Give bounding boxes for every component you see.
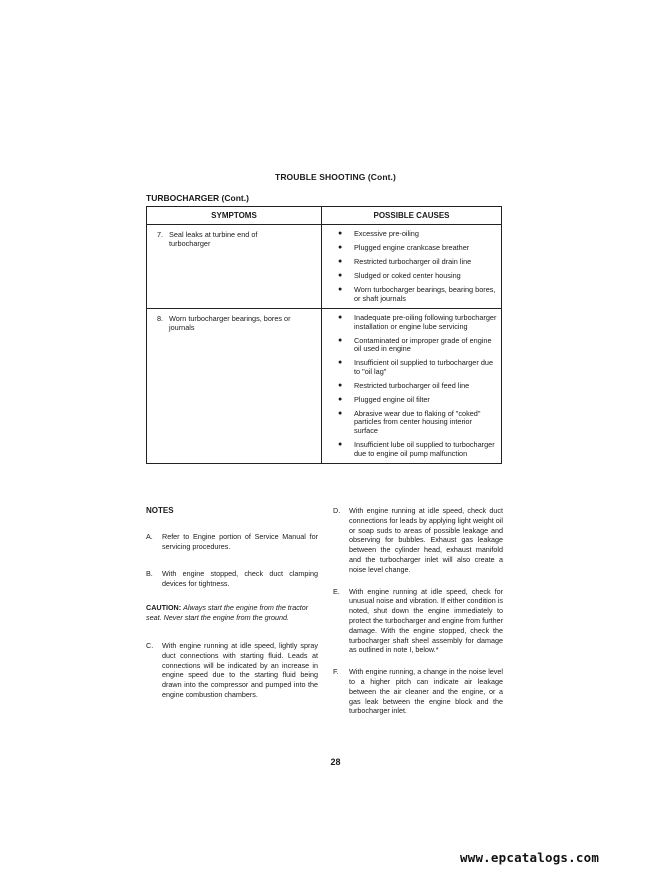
- cause-text: Plugged engine crankcase breather: [354, 242, 470, 252]
- bullet-icon: ●: [338, 336, 343, 344]
- notes-right-column: [333, 506, 503, 716]
- caution-text: Always start the engine from the tractor seat. Never start the engine from the ground.: [146, 602, 309, 622]
- table-row: [147, 309, 502, 464]
- causes-cell: [322, 225, 502, 309]
- caution-label: CAUTION:: [146, 602, 182, 612]
- list-item: [334, 258, 497, 267]
- notes-left-column: [146, 506, 318, 700]
- note-letter: B.: [146, 569, 153, 579]
- table-row: [147, 225, 502, 309]
- note-item: [333, 506, 503, 575]
- list-item: [334, 396, 497, 405]
- bullet-icon: ●: [338, 257, 343, 265]
- troubleshooting-table: [146, 206, 502, 464]
- note-text: With engine running at idle speed, check duct connections for leads by applying light weight oil or soap suds to areas of possible leakage and observing for bubbles. Exhaust gas leakage between the cylinder head, exhaust manifold and the turbocharger inlet will also create a noise level change.: [349, 506, 503, 574]
- note-letter: F.: [333, 667, 339, 677]
- bullet-icon: ●: [338, 409, 343, 417]
- cause-text: Insufficient lube oil supplied to turbocharger due to engine oil pump malfunction: [354, 440, 495, 458]
- note-letter: C.: [146, 640, 154, 650]
- list-item: [334, 286, 497, 303]
- bullet-icon: ●: [338, 285, 343, 293]
- page-title: TROUBLE SHOOTING (Cont.): [275, 172, 396, 182]
- list-item: [334, 244, 497, 253]
- note-item: [333, 667, 503, 716]
- symptom-text: Worn turbocharger bearings, bores or: [169, 314, 291, 324]
- note-text: With engine stopped, check duct clamping devices for tightness.: [162, 569, 318, 589]
- cause-text: Contaminated or improper grade of engine oil used in engine: [354, 335, 492, 354]
- cause-text: Inadequate pre-oiling following turbocharger installation or engine lube servicing: [354, 313, 497, 331]
- list-item: [334, 314, 497, 331]
- note-letter: A.: [146, 531, 153, 541]
- causes-cell: [322, 309, 502, 464]
- caution-note: [146, 603, 318, 623]
- page-number: 28: [330, 757, 341, 767]
- symptom-number: 8.: [157, 314, 164, 324]
- bullet-icon: ●: [338, 271, 343, 279]
- symptom-text-cont: journals: [169, 323, 195, 333]
- cause-text: Restricted turbocharger oil drain line: [354, 256, 472, 266]
- cause-text: Excessive pre-oiling: [354, 229, 419, 238]
- list-item: [334, 337, 497, 354]
- list-item: [334, 272, 497, 281]
- cause-text: Insufficient oil supplied to turbocharger due to "oil lag": [354, 358, 494, 376]
- note-text: With engine running, a change in the noise level to a higher pitch can indicate air leakage between the air cleaner and the engine, or a gas leak between the engine block and the turbocharger inlet.: [349, 667, 503, 716]
- note-item: [146, 641, 318, 700]
- symptom-cell: [147, 225, 322, 309]
- symptom-number: 7.: [157, 230, 164, 239]
- bullet-icon: ●: [338, 395, 343, 403]
- note-text: Refer to Engine portion of Service Manual for servicing procedures.: [162, 531, 318, 551]
- cause-text: Abrasive wear due to flaking of "coked" particles from center housing interior surface: [354, 408, 481, 436]
- list-item: [334, 410, 497, 436]
- cause-text: Worn turbocharger bearings, bearing bores, or shaft journals: [354, 284, 496, 303]
- note-letter: E.: [333, 586, 340, 596]
- note-text: With engine running at idle speed, check for unusual noise and vibration. If either condition is noted, shut down the engine immediately to protect the turbocharger and engine from further damage. With the engine stopped, check the turbocharger shaft sheel assembly for damage as outlined in note I, below.*: [349, 586, 503, 655]
- list-item: [334, 359, 497, 376]
- note-item: [146, 532, 318, 552]
- note-item: [333, 587, 503, 656]
- symptom-text-cont: turbocharger: [169, 239, 211, 248]
- list-item: [334, 382, 497, 391]
- cause-text: Restricted turbocharger oil feed line: [354, 380, 470, 390]
- section-title: TURBOCHARGER (Cont.): [146, 193, 249, 203]
- symptom-text: Seal leaks at turbine end of: [169, 230, 258, 239]
- bullet-icon: ●: [338, 243, 343, 251]
- list-item: [334, 441, 497, 458]
- notes-heading: NOTES: [146, 506, 174, 515]
- header-symptoms: SYMPTOMS: [147, 207, 322, 225]
- note-item: [146, 569, 318, 589]
- bullet-icon: ●: [338, 381, 343, 389]
- cause-text: Sludged or coked center housing: [354, 270, 461, 280]
- bullet-icon: ●: [338, 230, 343, 237]
- header-possible-causes: POSSIBLE CAUSES: [322, 207, 502, 225]
- list-item: [334, 230, 497, 239]
- note-text: With engine running at idle speed, lightly spray duct connections with starting fluid. Leads at connections will be indicated by an increase in engine speed due to the starting fluid being drawn into the compressor and pumped into the engine combustion chambers.: [162, 640, 318, 699]
- bullet-icon: ●: [338, 441, 343, 448]
- cause-text: Plugged engine oil filter: [354, 394, 430, 404]
- bullet-icon: ●: [338, 359, 343, 367]
- bullet-icon: ●: [338, 314, 343, 322]
- symptom-cell: [147, 309, 322, 464]
- watermark-text: www.epcatalogs.com: [460, 850, 600, 865]
- note-letter: D.: [333, 506, 341, 515]
